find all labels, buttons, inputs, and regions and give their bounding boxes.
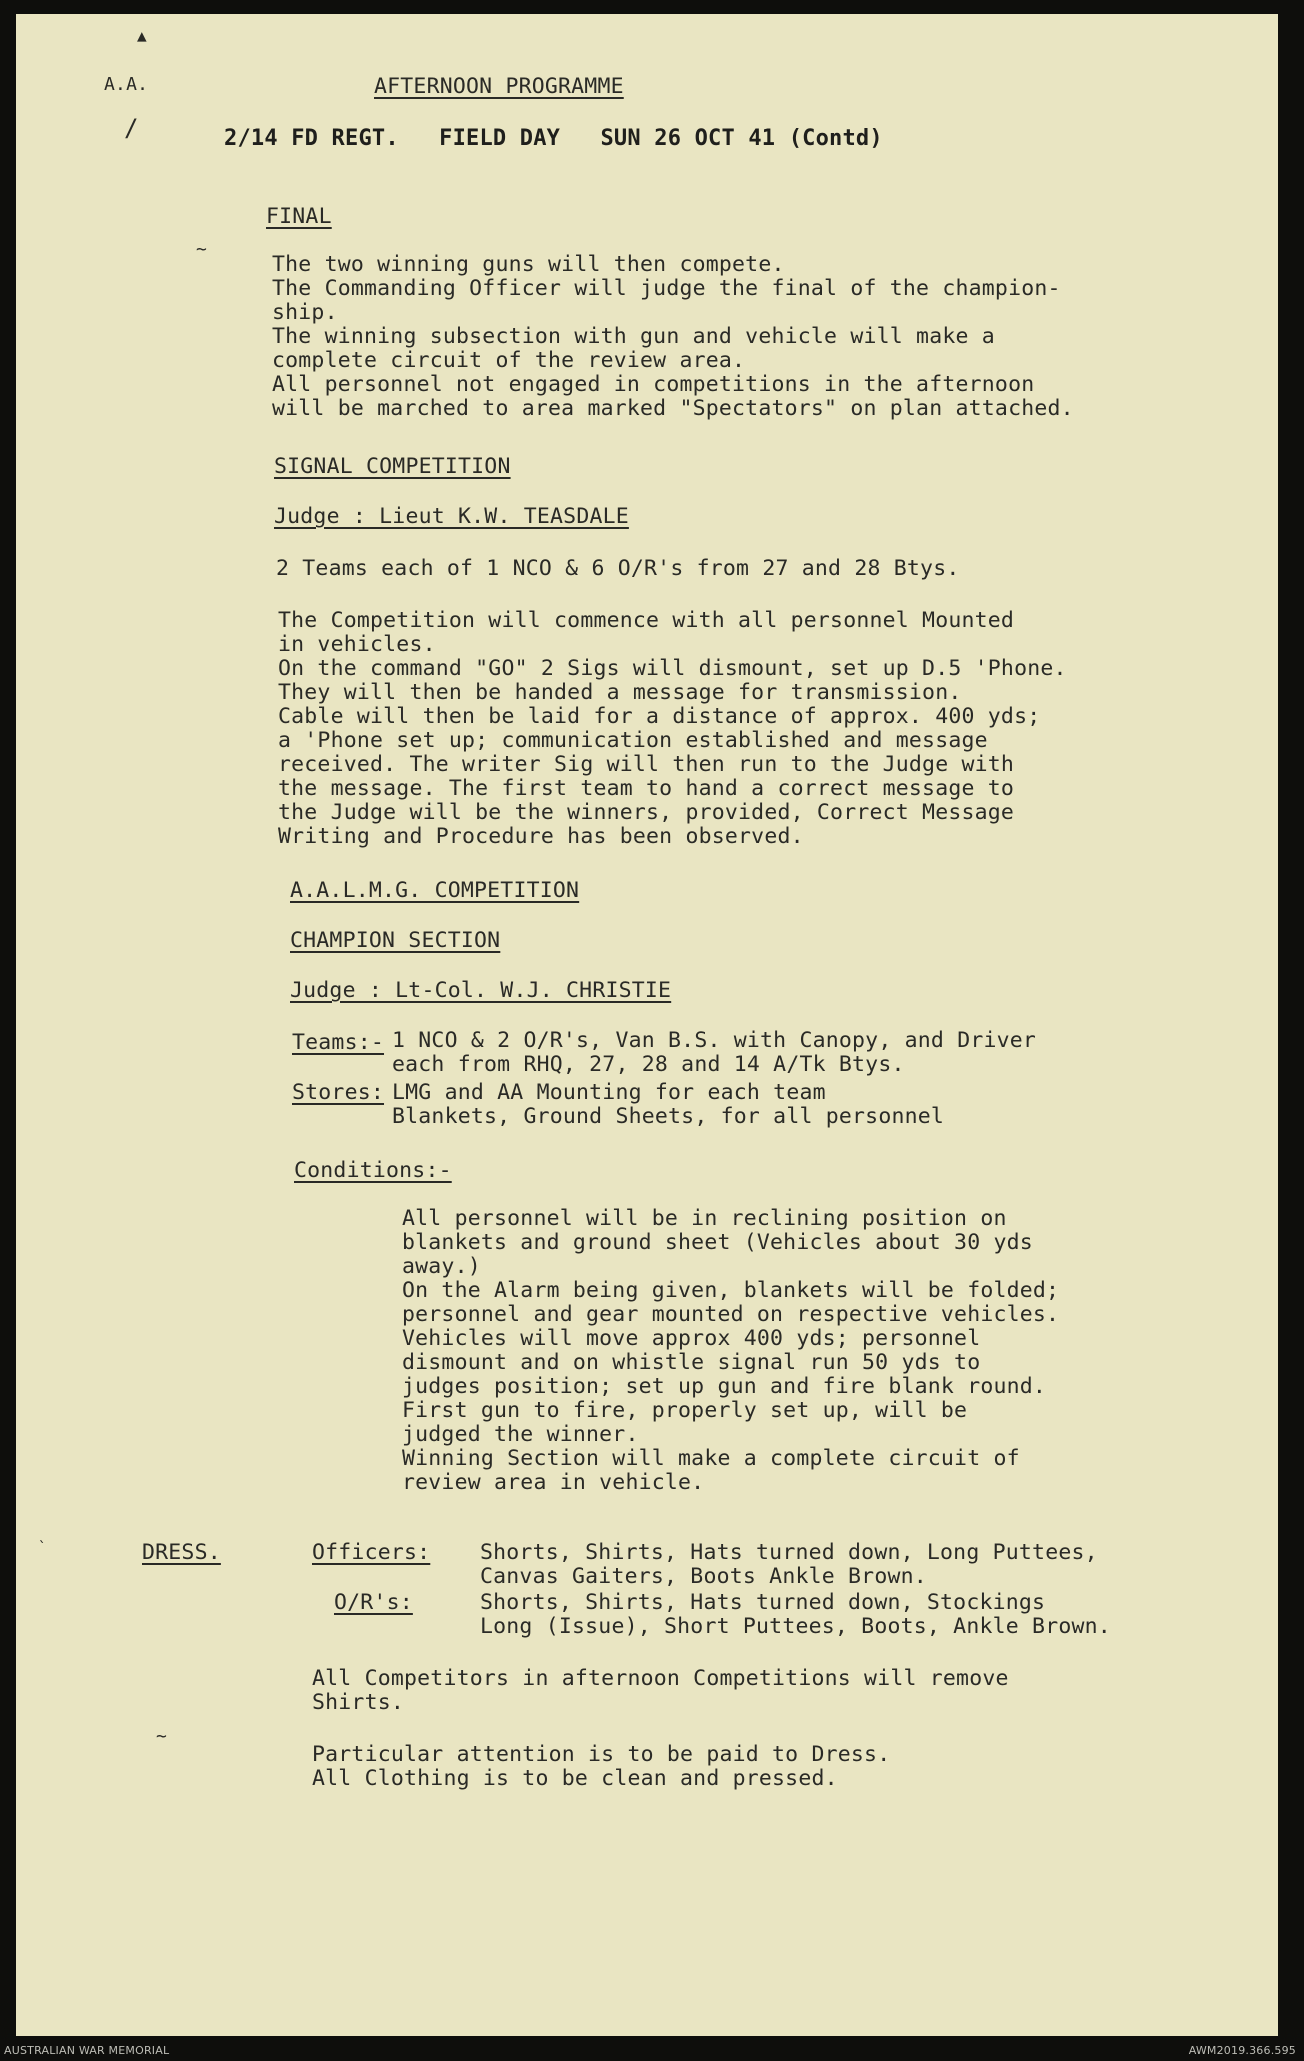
margin-mark: ~ — [156, 1726, 167, 1747]
final-line-1: The two winning guns will then compete. — [272, 252, 785, 277]
ors-line-2: Long (Issue), Short Puttees, Boots, Ankle Brown. — [480, 1614, 1111, 1639]
signal-line-1: The Competition will commence with all personnel Mounted — [278, 608, 1015, 633]
conditions-line-9: First gun to fire, properly set up, will be — [402, 1398, 968, 1423]
footer-institution: AUSTRALIAN WAR MEMORIAL — [4, 2044, 170, 2057]
signal-line-2: in vehicles. — [278, 632, 436, 657]
signal-heading: SIGNAL COMPETITION — [274, 454, 511, 479]
signal-judge: Judge : Lieut K.W. TEASDALE — [274, 504, 629, 529]
attention-line-1: Particular attention is to be paid to Dress. — [312, 1742, 891, 1767]
officers-label: Officers: — [312, 1540, 431, 1565]
margin-mark: ~ — [196, 239, 207, 260]
aalmg-heading: A.A.L.M.G. COMPETITION — [290, 878, 580, 903]
teams-line-2: each from RHQ, 27, 28 and 14 A/Tk Btys. — [392, 1052, 905, 1077]
officers-line-2: Canvas Gaiters, Boots Ankle Brown. — [480, 1564, 927, 1589]
pen-tick-mark: / — [124, 114, 139, 142]
dress-note-line-1: All Competitors in afternoon Competitions will remove — [312, 1666, 1009, 1691]
attention-line-2: All Clothing is to be clean and pressed. — [312, 1766, 838, 1791]
document-subtitle: 2/14 FD REGT. FIELD DAY SUN 26 OCT 41 (Contd) — [224, 126, 883, 151]
aalmg-judge: Judge : Lt-Col. W.J. CHRISTIE — [290, 978, 672, 1003]
final-line-7: will be marched to area marked "Spectators" on plan attached. — [272, 396, 1074, 421]
final-line-5: complete circuit of the review area. — [272, 348, 746, 373]
teams-line-1: 1 NCO & 2 O/R's, Van B.S. with Canopy, and Driver — [392, 1028, 1037, 1053]
conditions-line-7: dismount and on whistle signal run 50 yds to — [402, 1350, 981, 1375]
dress-label: DRESS. — [142, 1540, 221, 1565]
conditions-line-12: review area in vehicle. — [402, 1470, 705, 1495]
champion-section-heading: CHAMPION SECTION — [290, 928, 501, 953]
stores-line-1: LMG and AA Mounting for each team — [392, 1080, 826, 1105]
ors-line-1: Shorts, Shirts, Hats turned down, Stockings — [480, 1590, 1046, 1615]
signal-line-7: received. The writer Sig will then run to the Judge with — [278, 752, 1015, 777]
final-line-2: The Commanding Officer will judge the final of the champion- — [272, 276, 1061, 301]
dress-note-line-2: Shirts. — [312, 1690, 405, 1715]
conditions-line-4: On the Alarm being given, blankets will be folded; — [402, 1278, 1060, 1303]
final-line-4: The winning subsection with gun and vehicle will make a — [272, 324, 995, 349]
signal-line-6: a 'Phone set up; communication established and message — [278, 728, 988, 753]
signal-line-10: Writing and Procedure has been observed. — [278, 824, 804, 849]
final-line-6: All personnel not engaged in competitions in the afternoon — [272, 372, 1035, 397]
conditions-line-11: Winning Section will make a complete circuit of — [402, 1446, 1020, 1471]
punch-mark: ▲ — [137, 26, 147, 45]
officers-line-1: Shorts, Shirts, Hats turned down, Long Puttees, — [480, 1540, 1098, 1565]
signal-line-4: They will then be handed a message for transmission. — [278, 680, 962, 705]
signal-line-3: On the command "GO" 2 Sigs will dismount, set up D.5 'Phone. — [278, 656, 1067, 681]
conditions-line-6: Vehicles will move approx 400 yds; personnel — [402, 1326, 981, 1351]
ors-label: O/R's: — [334, 1590, 413, 1615]
conditions-line-2: blankets and ground sheet (Vehicles about 30 yds — [402, 1230, 1033, 1255]
footer-accession-number: AWM2019.366.595 — [1188, 2044, 1296, 2057]
signal-line-9: the Judge will be the winners, provided, Correct Message — [278, 800, 1015, 825]
teams-label: Teams:- — [292, 1030, 385, 1055]
signal-teams: 2 Teams each of 1 NCO & 6 O/R's from 27 and 28 Btys. — [276, 556, 960, 581]
conditions-line-8: judges position; set up gun and fire blank round. — [402, 1374, 1047, 1399]
header-mark: A.A. — [104, 74, 149, 95]
conditions-line-1: All personnel will be in reclining position on — [402, 1206, 1007, 1231]
stores-label: Stores: — [292, 1080, 385, 1105]
signal-line-5: Cable will then be laid for a distance of approx. 400 yds; — [278, 704, 1041, 729]
final-heading: FINAL — [266, 204, 332, 229]
conditions-line-5: personnel and gear mounted on respective vehicles. — [402, 1302, 1060, 1327]
conditions-line-10: judged the winner. — [402, 1422, 639, 1447]
document-page — [16, 14, 1278, 2036]
stores-line-2: Blankets, Ground Sheets, for all personnel — [392, 1104, 945, 1129]
conditions-line-3: away.) — [402, 1254, 481, 1279]
margin-mark: ` — [38, 1540, 47, 1556]
page-content — [16, 14, 1278, 2036]
document-title: AFTERNOON PROGRAMME — [374, 74, 624, 99]
signal-line-8: the message. The first team to hand a correct message to — [278, 776, 1015, 801]
conditions-label: Conditions:- — [294, 1158, 452, 1183]
final-line-3: ship. — [272, 300, 338, 325]
